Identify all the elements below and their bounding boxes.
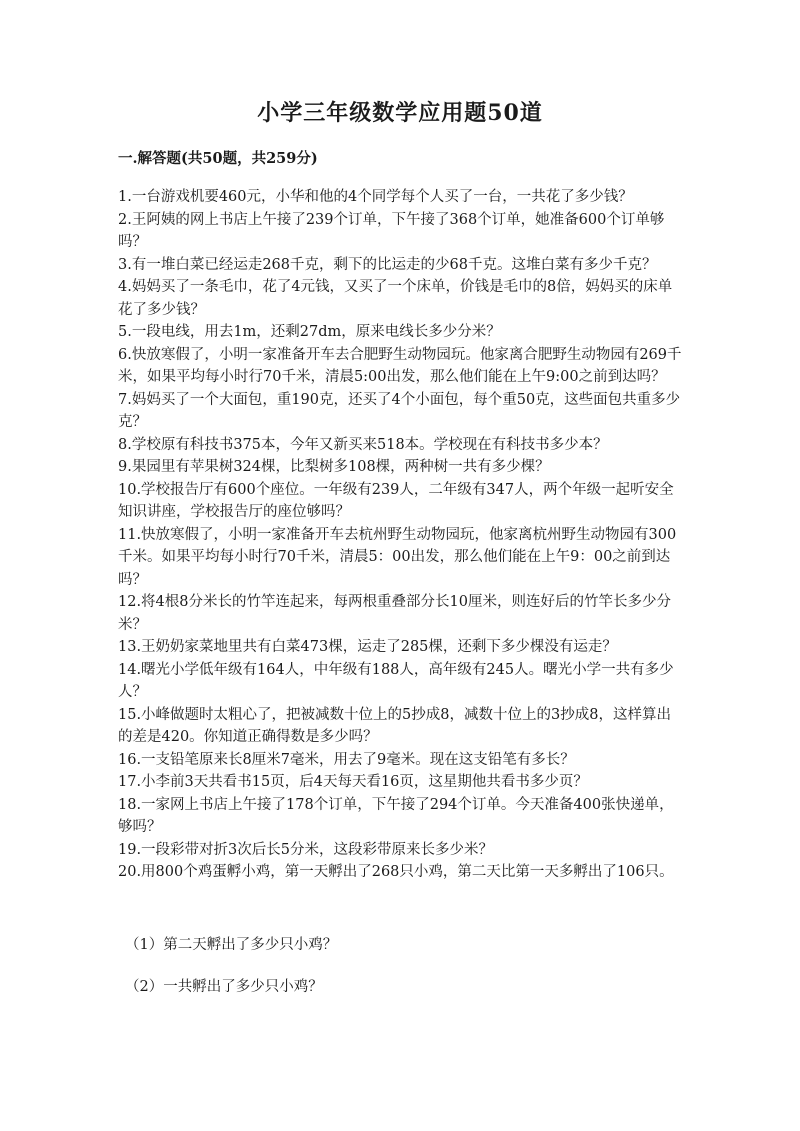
question-item: 9.果园里有苹果树324棵，比梨树多108棵，两种树一共有多少棵？: [118, 459, 550, 475]
question-item: 3.有一堆白菜已经运走268千克，剩下的比运走的少68千克。这堆白菜有多少千克？: [118, 256, 657, 273]
sub-question-list: [125, 934, 685, 1017]
question-item: 17.小李前3天共看书15页，后4天每天看16页，这星期他共看书多少页？: [118, 774, 588, 790]
question-item: 7.妈妈买了一个大面包，重190克，还买了4个小面包，每个重50克，这些面包共重多少克？: [118, 391, 681, 430]
question-item: 18.一家网上书店上午接了178个订单，下午接了294个订单。今天准备400张快递单，够吗？: [118, 796, 674, 835]
question-item: 16.一支铅笔原来长8厘米7毫米，用去了9毫米。现在这支铅笔有多长？: [118, 751, 575, 768]
question-item: 12.将4根8分米长的竹竿连起来，每两根重叠部分长10厘米，则连好后的竹竿长多少分米？: [118, 594, 671, 633]
question-item: 10.学校报告厅有600个座位。一年级有239人，二年级有347人，两个年级一起听安全知识讲座，学校报告厅的座位够吗？: [118, 481, 674, 520]
question-item: 5.一段电线，用去1m，还剩27dm，原来电线长多少分米？: [118, 324, 501, 340]
document-title: 小学三年级数学应用题50道: [257, 100, 543, 126]
question-list: [118, 186, 683, 884]
question-item: 6.快放寒假了，小明一家准备开车去合肥野生动物园玩。他家离合肥野生动物园有269千米，如果平均每小时行70千米，清晨5:00出发，那么他们能在上午9:00之前到达吗？: [118, 346, 682, 385]
question-item: 4.妈妈买了一条毛巾，花了4元钱，又买了一个床单，价钱是毛巾的8倍，妈妈买的床单花了多少钱？: [118, 279, 673, 318]
section-heading: 一.解答题(共50题，共259分): [118, 150, 318, 167]
question-item: 20.用800个鸡蛋孵小鸡，第一天孵出了268只小鸡，第二天比第一天多孵出了106只。: [118, 864, 674, 880]
question-item: 15.小峰做题时太粗心了，把被减数十位上的5抄成8，减数十位上的3抄成8，这样算出的差是420。你知道正确得数是多少吗？: [118, 706, 671, 745]
question-item: 8.学校原有科技书375本，今年又新买来518本。学校现在有科技书多少本？: [118, 436, 608, 453]
question-item: 11.快放寒假了，小明一家准备开车去杭州野生动物园玩，他家离杭州野生动物园有300千米。如果平均每小时行70千米，清晨5：00出发，那么他们能在上午9：00之前到达吗？: [118, 526, 677, 588]
question-item: 19.一段彩带对折3次后长5分米，这段彩带原来长多少米？: [118, 841, 494, 858]
question-item: 1.一台游戏机要460元，小华和他的4个同学每个人买了一台，一共花了多少钱？: [118, 189, 633, 205]
sub-question-item: （1）第二天孵出了多少只小鸡？: [125, 937, 338, 953]
sub-question-item: （2）一共孵出了多少只小鸡？: [125, 978, 323, 995]
question-item: 13.王奶奶家菜地里共有白菜473棵，运走了285棵，还剩下多少棵没有运走？: [118, 639, 617, 655]
question-item: 2.王阿姨的网上书店上午接了239个订单，下午接了368个订单，她准备600个订单够吗？: [118, 211, 665, 250]
question-item: 14.曙光小学低年级有164人，中年级有188人，高年级有245人。曙光小学一共有多少人？: [118, 661, 674, 700]
